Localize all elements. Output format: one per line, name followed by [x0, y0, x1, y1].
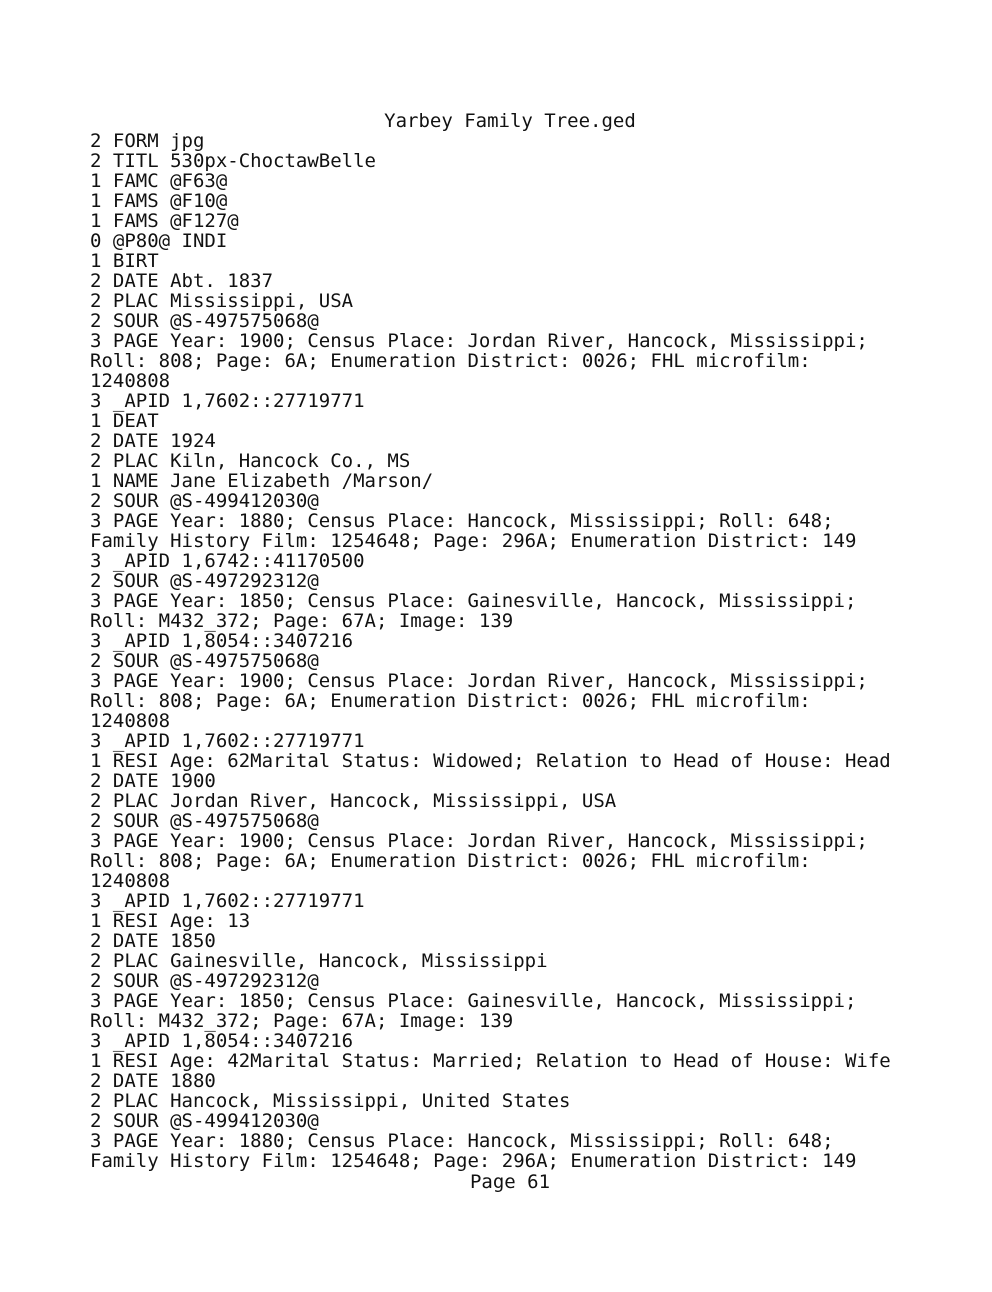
text-line: 3 PAGE Year: 1900; Census Place: Jordan River, Hancock, Mississippi;	[90, 670, 868, 692]
text-line: 3 PAGE Year: 1880; Census Place: Hancock, Mississippi; Roll: 648;	[90, 510, 834, 532]
text-line: 3 _APID 1,7602::27719771	[90, 390, 365, 412]
text-line: 1 RESI Age: 13	[90, 910, 251, 932]
text-line: 2 PLAC Mississippi, USA	[90, 290, 354, 312]
text-line: 2 DATE 1850	[90, 930, 216, 952]
text-line: Family History Film: 1254648; Page: 296A; Enumeration District: 149	[90, 1150, 857, 1172]
text-line: 3 _APID 1,8054::3407216	[90, 630, 354, 652]
text-line: 3 _APID 1,8054::3407216	[90, 1030, 354, 1052]
page-number: Page 61	[469, 1171, 551, 1193]
text-line: 2 SOUR @S-499412030@	[90, 490, 319, 512]
text-line: 1 BIRT	[90, 250, 159, 272]
text-line: 1240808	[90, 710, 171, 732]
text-line: 1240808	[90, 870, 171, 892]
text-line: 3 PAGE Year: 1850; Census Place: Gainesville, Hancock, Mississippi;	[90, 590, 857, 612]
text-line: 3 _APID 1,6742::41170500	[90, 550, 365, 572]
text-line: 2 PLAC Jordan River, Hancock, Mississippi, USA	[90, 790, 617, 812]
text-line: 1 FAMS @F10@	[90, 190, 228, 212]
text-line: 2 DATE Abt. 1837	[90, 270, 274, 292]
text-line: 3 PAGE Year: 1880; Census Place: Hancock, Mississippi; Roll: 648;	[90, 1130, 834, 1152]
text-line: 0 @P80@ INDI	[90, 230, 228, 252]
text-line: Roll: 808; Page: 6A; Enumeration District: 0026; FHL microfilm:	[90, 350, 811, 372]
text-line: 2 FORM jpg	[90, 130, 205, 152]
text-line: 1 RESI Age: 42Marital Status: Married; Relation to Head of House: Wife	[90, 1050, 891, 1072]
text-line: 2 SOUR @S-497575068@	[90, 650, 319, 672]
text-line: 2 SOUR @S-497575068@	[90, 310, 319, 332]
text-line: 2 PLAC Gainesville, Hancock, Mississippi	[90, 950, 548, 972]
text-line: 1 NAME Jane Elizabeth /Marson/	[90, 470, 434, 492]
text-line: Roll: M432_372; Page: 67A; Image: 139	[90, 1010, 514, 1032]
text-line: 3 _APID 1,7602::27719771	[90, 890, 365, 912]
text-line: 2 SOUR @S-497575068@	[90, 810, 319, 832]
text-line: 2 SOUR @S-497292312@	[90, 970, 319, 992]
text-line: 2 DATE 1880	[90, 1070, 216, 1092]
text-line: 1 FAMC @F63@	[90, 170, 228, 192]
text-line: Roll: 808; Page: 6A; Enumeration District: 0026; FHL microfilm:	[90, 690, 811, 712]
text-line: 3 PAGE Year: 1900; Census Place: Jordan River, Hancock, Mississippi;	[90, 830, 868, 852]
text-line: Roll: 808; Page: 6A; Enumeration District: 0026; FHL microfilm:	[90, 850, 811, 872]
text-line: 2 DATE 1924	[90, 430, 216, 452]
text-line: Roll: M432_372; Page: 67A; Image: 139	[90, 610, 514, 632]
text-line: 1 DEAT	[90, 410, 159, 432]
text-line: 3 _APID 1,7602::27719771	[90, 730, 365, 752]
text-line: 2 DATE 1900	[90, 770, 216, 792]
text-line: 1 RESI Age: 62Marital Status: Widowed; Relation to Head of House: Head	[90, 750, 891, 772]
text-line: 2 TITL 530px-ChoctawBelle	[90, 150, 376, 172]
text-line: 2 SOUR @S-497292312@	[90, 570, 319, 592]
text-line: 2 PLAC Hancock, Mississippi, United States	[90, 1090, 571, 1112]
text-line: 2 SOUR @S-499412030@	[90, 1110, 319, 1132]
text-line: Family History Film: 1254648; Page: 296A; Enumeration District: 149	[90, 530, 857, 552]
text-line: 3 PAGE Year: 1850; Census Place: Gainesville, Hancock, Mississippi;	[90, 990, 857, 1012]
text-line: 1240808	[90, 370, 171, 392]
text-line: 1 FAMS @F127@	[90, 210, 239, 232]
text-line: 2 PLAC Kiln, Hancock Co., MS	[90, 450, 411, 472]
gedcom-text-body	[90, 131, 970, 1171]
text-line: 3 PAGE Year: 1900; Census Place: Jordan River, Hancock, Mississippi;	[90, 330, 868, 352]
page-header: Yarbey Family Tree.ged	[384, 110, 636, 132]
